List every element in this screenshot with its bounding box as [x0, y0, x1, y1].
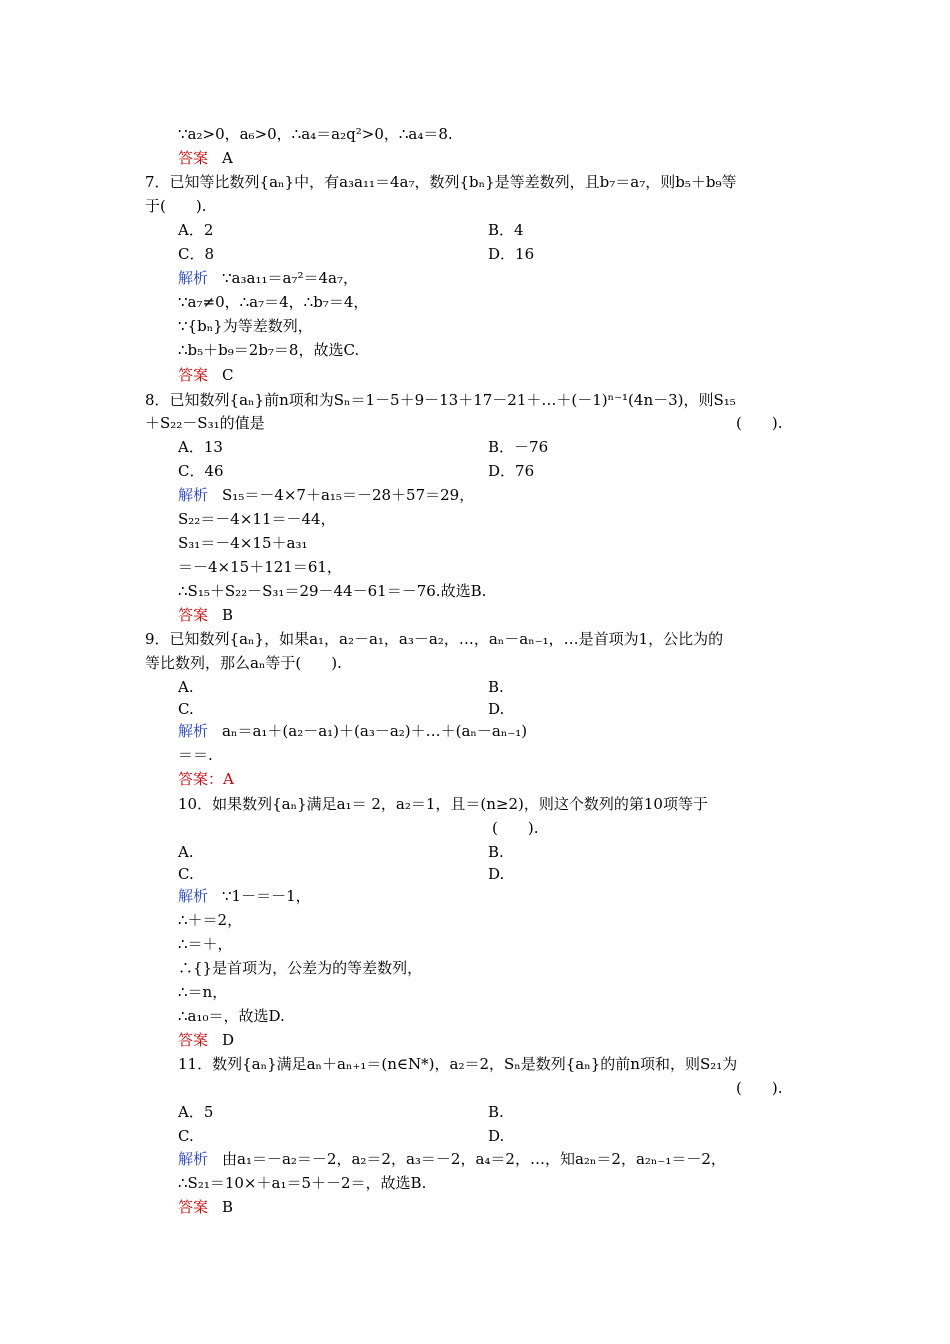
analysis-line	[178, 886, 311, 906]
text-line: ∴＝n，	[178, 983, 228, 1001]
analysis-label: 解析	[178, 269, 209, 287]
answer-label: 答案	[178, 1031, 209, 1049]
question-9-stem-cont: 等比数列，那么aₙ等于( ).	[145, 654, 342, 672]
text-line: S₃₁＝－4×15＋a₃₁	[178, 534, 308, 552]
text-line: ∵{bₙ}为等差数列，	[178, 317, 313, 335]
text-line: ＝＝.	[178, 746, 213, 764]
text-line: S₂₂＝－4×11＝－44，	[178, 510, 336, 528]
answer-line	[178, 1030, 234, 1050]
question-7-stem: 7．已知等比数列{aₙ}中，有a₃a₁₁＝4a₇，数列{bₙ}是等差数列，且b₇＝a₇，则b₅＋b₉等	[145, 173, 737, 191]
text-line: ∴S₂₁＝10×＋a₁＝5＋－2＝，故选B.	[178, 1174, 427, 1192]
answer-value: D	[222, 1031, 235, 1049]
analysis-label: 解析	[178, 486, 209, 504]
analysis-text: aₙ＝a₁＋(a₂－a₁)＋(a₃－a₂)＋…＋(aₙ－aₙ₋₁)	[222, 722, 528, 740]
option-c: C.	[178, 865, 194, 883]
answer-blank: ( ).	[736, 414, 783, 432]
option-b: B．－76	[488, 438, 549, 456]
answer-value: C	[222, 366, 234, 384]
analysis-text: ∵a₃a₁₁＝a₇²＝4a₇，	[222, 269, 358, 287]
analysis-text: ∵1－＝－1，	[222, 887, 311, 905]
text-line: ∴{}是首项为，公差为的等差数列，	[178, 959, 423, 977]
answer-label: 答案	[178, 366, 209, 384]
option-c: C.	[178, 700, 194, 718]
question-8-stem: 8．已知数列{aₙ}前n项和为Sₙ＝1－5＋9－13＋17－21＋…＋(－1)ⁿ⁻¹(4n－3)，则S₁₅	[145, 391, 736, 409]
text-line: ∴b₅＋b₉＝2b₇＝8，故选C.	[178, 341, 360, 359]
option-a: A.	[178, 678, 194, 696]
analysis-label: 解析	[178, 722, 209, 740]
text-line: ∵a₂>0，a₆>0，∴a₄＝a₂q²>0，∴a₄＝8.	[178, 125, 453, 143]
analysis-line	[178, 1149, 726, 1169]
text-line: ∴a₁₀＝，故选D.	[178, 1007, 285, 1025]
answer-line: 答案：A	[178, 770, 234, 788]
option-c: C．8	[178, 245, 215, 263]
text-line: ∴S₁₅＋S₂₂－S₃₁＝29－44－61＝－76.故选B.	[178, 582, 487, 600]
option-d: D.	[488, 1127, 505, 1145]
question-9-stem: 9．已知数列{aₙ}，如果a₁，a₂－a₁，a₃－a₂，…，aₙ－aₙ₋₁，…是首项为1，公比为的	[145, 630, 724, 648]
option-b: B.	[488, 843, 504, 861]
option-a: A．5	[178, 1103, 214, 1121]
answer-line	[178, 1197, 233, 1217]
answer-value: A	[222, 149, 233, 167]
analysis-line	[178, 721, 527, 741]
question-11-stem: 11．数列{aₙ}满足aₙ＋aₙ₊₁＝(n∈N*)，a₂＝2，Sₙ是数列{aₙ}的前n项和，则S₂₁为	[178, 1055, 738, 1073]
option-c: C．46	[178, 462, 224, 480]
option-b: B.	[488, 1103, 504, 1121]
answer-line	[178, 605, 233, 625]
option-d: D．16	[488, 245, 535, 263]
question-7-stem-cont: 于( ).	[145, 197, 207, 215]
option-a: A.	[178, 843, 194, 861]
analysis-line	[178, 268, 358, 288]
answer-label: 答案	[178, 1198, 209, 1216]
option-d: D．76	[488, 462, 535, 480]
option-b: B.	[488, 678, 504, 696]
answer-line	[178, 365, 234, 385]
option-c: C.	[178, 1127, 194, 1145]
answer-blank: ( ).	[492, 819, 539, 837]
answer-value: B	[222, 606, 234, 624]
analysis-text: S₁₅＝－4×7＋a₁₅＝－28＋57＝29，	[222, 486, 475, 504]
analysis-label: 解析	[178, 887, 209, 905]
analysis-label: 解析	[178, 1150, 209, 1168]
option-a: A．13	[178, 438, 223, 456]
option-b: B．4	[488, 221, 524, 239]
analysis-line	[178, 485, 474, 505]
question-10-stem: 10．如果数列{aₙ}满足a₁＝ 2，a₂＝1，且＝(n≥2)，则这个数列的第10项等于	[178, 795, 708, 813]
text-line: ∴＝＋，	[178, 935, 233, 953]
answer-label: 答案	[178, 149, 209, 167]
answer-label: 答案	[178, 606, 209, 624]
answer-blank: ( ).	[736, 1079, 783, 1097]
option-d: D.	[488, 865, 505, 883]
text-line: ∴＋＝2，	[178, 911, 243, 929]
option-d: D.	[488, 700, 505, 718]
analysis-text: 由a₁＝－a₂＝－2，a₂＝2，a₃＝－2，a₄＝2，…，知a₂ₙ＝2，a₂ₙ₋₁＝－2，	[222, 1150, 726, 1168]
answer-line	[178, 148, 233, 168]
question-8-stem-cont: ＋S₂₂－S₃₁的值是	[145, 414, 265, 432]
answer-value: B	[222, 1198, 234, 1216]
text-line: ∵a₇≠0，∴a₇＝4，∴b₇＝4，	[178, 293, 369, 311]
option-a: A．2	[178, 221, 214, 239]
text-line: ＝－4×15＋121＝61，	[178, 558, 342, 576]
